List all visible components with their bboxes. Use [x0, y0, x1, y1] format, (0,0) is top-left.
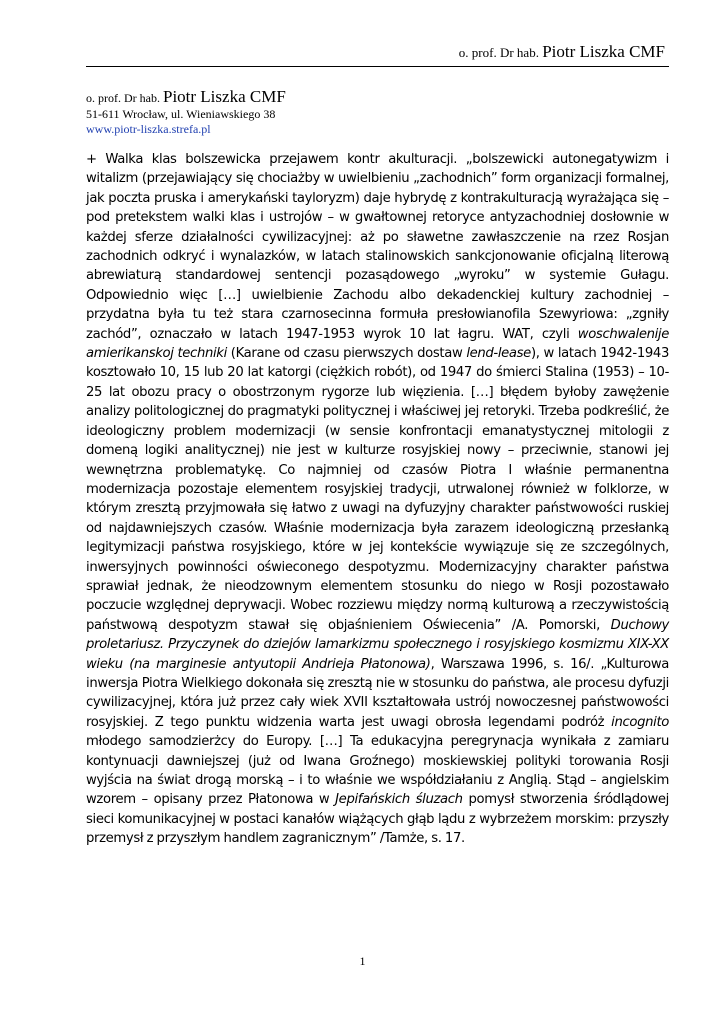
- body-italic-4: incognito: [611, 714, 669, 730]
- body-segment-2: (Karane od czasu pierwszych dostaw: [226, 346, 467, 362]
- body-paragraph: [86, 150, 669, 849]
- body-segment-1: + Walka klas bolszewicka przejawem kontr akulturacji. „bolszewicki autonegatywizm i witalizm (przejawiający się chociażby w uwielbieniu „zachodnich” form organizacji formalnej, jak poczta pruska i amerykański tayloryzm) daje hybrydę z kontrakulturacją wyrażająca się – pod pretekstem walki klas i ustrojów – w gwałtownej retoryce antyzachodniej dosłownie w każdej sferze działalności cywilizacyjnej: aż po sławetne zawłaszczenie na rzez Rosjan zachodnich odkryć i wynalazków, w latach stalinowskich sankcjonowanie oficjalną literową abrewiaturą standardowej sentencji pozasądowego „wyroku” w systemie Gułagu. Odpowiednio więc […] uwielbienie Zachodu albo dekadenckiej kultury zachodniej – przydatna była tu też stara czarnosecinna formuła presłowianofila Szewyriowa: „zgniły zachód”, oznaczało w latach 1947-1953 wyrok 10 lat łagru. WAT, czyli: [86, 152, 669, 342]
- body-italic-1: woschwalenije amierikanskoj techniki: [86, 326, 669, 362]
- body-segment-6: pomysł stworzenia śródlądowej sieci komunikacyjnej w postaci kanałów wiążących głąb lądu z wybrzeżem morskim: przyszły przemysł z przyszłym handlem zagranicznym” /Tamże, s. 17.: [86, 792, 669, 847]
- page-number: 1: [359, 954, 366, 968]
- author-prefix: o. prof. Dr hab.: [86, 91, 160, 105]
- author-block: [86, 86, 286, 137]
- body-segment-5: młodego samodzierżcy do Europy. […] Ta edukacyjna peregrynacja wynikała z zamiaru kontynuacji dawniejszej (już od Iwana Groźnego) moskiewskiej polityki torowania Rosji wyjścia na świat drogą morską – i to właśnie we współdziałaniu z Anglią. Stąd – angielskim wzorem – opisany przez Płatonowa w: [86, 734, 669, 808]
- author-website-link[interactable]: www.piotr-liszka.strefa.pl: [86, 122, 211, 137]
- body-segment-3: ), w latach 1942-1943 kosztowało 10, 15 lub 20 lat katorgi (ciężkich robót), od 1947 do śmierci Stalina (1953) – 10-25 lat obozu pracy o obostrzonym rygorze lub więzienia. […] błędem byłoby zawężenie analizy politologicznej do pragmatyki politycznej i właściwej jej retoryki. Trzeba podkreślić, że ideologiczny problem modernizacji (w sensie konfrontacji emanatystycznej mitologii z domeną logiki analitycznej) nie jest w kulturze rosyjskiej nowy – przeciwnie, stanowi jej wewnętrzna problematykę. Co najmniej od czasów Piotra I właśnie permanentna modernizacja pozostaje elementem rosyjskiej tradycji, utrwalonej również w folklorze, w którym zresztą przyjmowała się łatwo z uwagi na dyfuzyjny charakter państwowości ruskiej od najdawniejszych czasów. Właśnie modernizacja była zarazem ideologiczną przesłanką legitymizacji państwa rosyjskiego, które w jej kontekście wywiązuje się ze szczególnych, inwersyjnych powinności oświeconego despotyzmu. Modernizacyjny charakter państwa sprawiał jednak, że nieodzownym elementem stosunku do niego w Rosji pozostawało poczucie względnej deprywacji. Wobec rozziewu między normą kulturową a rzeczywistością państwową despotyzm stawał się objaśnieniem Oświecenia” /A. Pomorski,: [86, 346, 669, 633]
- body-italic-3: Duchowy proletariusz. Przyczynek do dziejów lamarkizmu społecznego i rosyjskiego kosmizmu XIX-XX wieku (na marginesie antyutopii Andrieja Płatonowa): [86, 617, 669, 672]
- body-text: [86, 150, 669, 849]
- body-italic-2: lend-lease: [466, 346, 531, 362]
- running-header-name: Piotr Liszka CMF: [542, 42, 665, 61]
- running-header: [459, 42, 665, 62]
- author-address: 51-611 Wrocław, ul. Wieniawskiego 38: [86, 107, 276, 122]
- body-segment-4: , Warszawa 1996, s. 16/. „Kulturowa inwersja Piotra Wielkiego dokonała się zresztą nie w stosunku do państwa, ale procesu dyfuzji cywilizacyjnej, która już przez cały wiek XVII kształtowała ustrój nowoczesnej państwowości rosyjskiej. Z tego punktu widzenia warta jest uwagi obrosła legendami podróż: [86, 656, 669, 730]
- header-divider: [86, 66, 669, 67]
- author-name-line: [86, 86, 286, 107]
- running-header-prefix: o. prof. Dr hab.: [458, 45, 539, 60]
- author-name: Piotr Liszka CMF: [162, 87, 286, 106]
- body-italic-5: Jepifańskich śluzach: [335, 792, 463, 808]
